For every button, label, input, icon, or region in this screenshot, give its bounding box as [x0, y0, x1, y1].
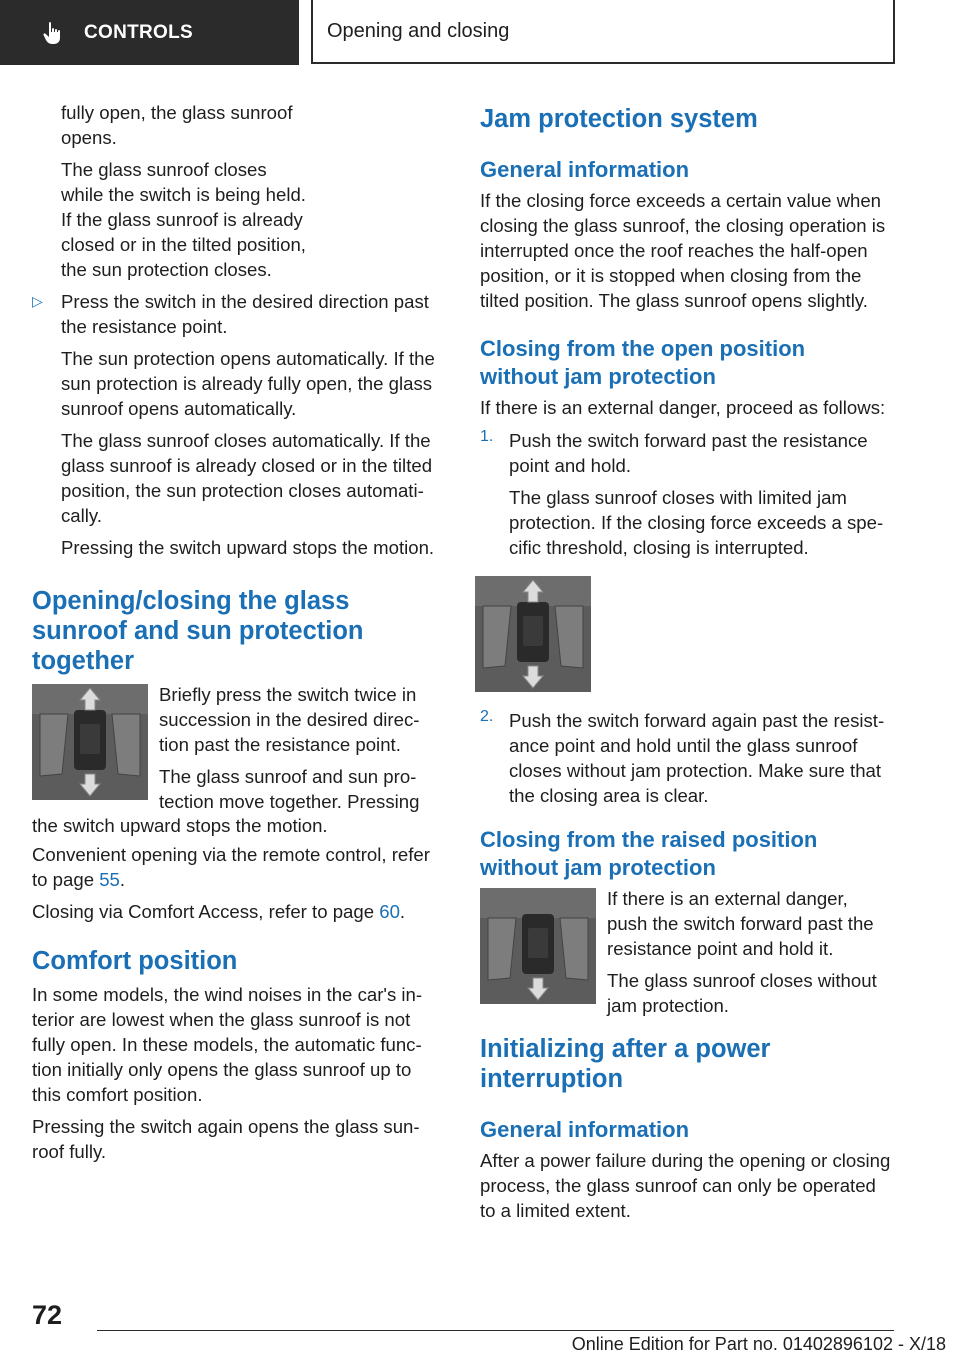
section-heading: Opening/closing the glass sunroof and sun protection together [32, 587, 364, 675]
comfort-access-ref [32, 899, 444, 924]
chapter-tab[interactable] [311, 0, 895, 64]
paragraph: Pressing the switch upward stops the motion. [61, 537, 435, 558]
paragraph: The glass sunroof and sun protection move together. Pressing [159, 766, 420, 812]
list-item [480, 428, 898, 560]
chapter-label: Opening and closing [327, 19, 510, 42]
left-column [32, 100, 452, 1171]
paragraph: The glass sunroof closes without jam protection. [607, 970, 877, 1016]
subsection-heading: Closing from the open position without jam protection [480, 336, 806, 389]
step-number: 2. [480, 708, 494, 725]
comfort-block [32, 982, 444, 1164]
text: . [119, 869, 126, 890]
switch-figure [475, 576, 591, 692]
paragraph-line: the sun protection closes. [61, 259, 272, 280]
paragraph-line: closed or in the tilted position, [61, 234, 306, 255]
section-heading: Jam protection system [480, 105, 758, 133]
section-heading: Initializing after a power interruption [480, 1035, 771, 1093]
step-text: Push the switch forward again past the resistance point and hold until the glass sunroof closes without jam protection. Make sure that the closing area is clear. [509, 710, 885, 806]
text: . [399, 901, 406, 922]
paragraph: If there is an external danger, push the switch forward past the resistance point and hold it. [607, 888, 874, 959]
subsection-heading: Closing from the raised position without jam protection [480, 827, 818, 880]
section-tab[interactable] [0, 0, 299, 65]
paragraph: If the closing force exceeds a certain value when closing the glass sunroof, the closing operation is interrupted once the roof reaches the half-open position, or it is stopped when closing from the tilted position. The glass sunroof opens slightly. [480, 190, 886, 311]
page-link-55[interactable]: 55 [99, 869, 120, 890]
paragraph: The sun protection opens automatically. If the sun protection is already fully open, the glass sunroof opens automatically. [61, 348, 435, 419]
right-column [480, 100, 900, 1230]
page-header [0, 0, 960, 66]
paragraph-line: The glass sunroof closes [61, 159, 267, 180]
raised-text [607, 886, 893, 1025]
remote-ref [32, 842, 444, 892]
raised-block [480, 886, 900, 1026]
list-item [480, 708, 898, 808]
paragraph-line: while the switch is being held. [61, 184, 306, 205]
page-link-60[interactable]: 60 [379, 901, 400, 922]
section-label: CONTROLS [84, 21, 194, 43]
text: Convenient opening via the remote control, refer to page [32, 844, 430, 890]
paragraph: After a power failure during the opening or closing process, the glass sunroof can only be operated to a limited extent. [480, 1150, 891, 1221]
page-number: 72 [32, 1300, 63, 1330]
subsection-heading: General information [480, 157, 690, 182]
paragraph-line: If the glass sunroof is already [61, 209, 303, 230]
footer-divider [97, 1330, 894, 1331]
section-heading: Comfort position [32, 947, 238, 975]
step-number: 1. [480, 428, 494, 445]
continuation-block [32, 100, 311, 282]
triangle-bullet-icon: ▷ [32, 293, 43, 309]
paragraph: Pressing the switch again opens the glass sunroof fully. [32, 1116, 420, 1162]
paragraph: Briefly press the switch twice in succession in the desired direction past the resistance point. [159, 684, 420, 755]
subsection-heading: General information [480, 1117, 690, 1142]
text: Closing via Comfort Access, refer to page [32, 901, 380, 922]
paragraph: In some models, the wind noises in the car's interior are lowest when the glass sunroof is not fully open. In these models, the automatic function initially only opens the glass sunroof up to this comfort position. [32, 984, 423, 1105]
paragraph: fully open, the glass sunroof opens. [61, 102, 293, 148]
together-text [159, 682, 437, 814]
paragraph: The glass sunroof closes with limited jam protection. If the closing force exceeds a specific threshold, closing is interrupted. [509, 487, 884, 558]
paragraph: The glass sunroof closes automatically. If the glass sunroof is already closed or in the tilted position, the sun protection closes automatically. [61, 430, 433, 526]
switch-figure [32, 684, 148, 800]
bullet-text: Press the switch in the desired direction past the resistance point. [61, 291, 429, 337]
footer-edition: Online Edition for Part no. 01402896102 - X/18 [571, 1334, 946, 1354]
paragraph: the switch upward stops the motion. [32, 815, 328, 836]
paragraph: If there is an external danger, proceed as follows: [480, 397, 886, 418]
together-block [32, 682, 452, 834]
step-text: Push the switch forward past the resistance point and hold. [509, 430, 868, 476]
switch-figure [480, 888, 596, 1004]
bullet-item [32, 289, 453, 560]
hand-pointer-icon [42, 21, 66, 45]
